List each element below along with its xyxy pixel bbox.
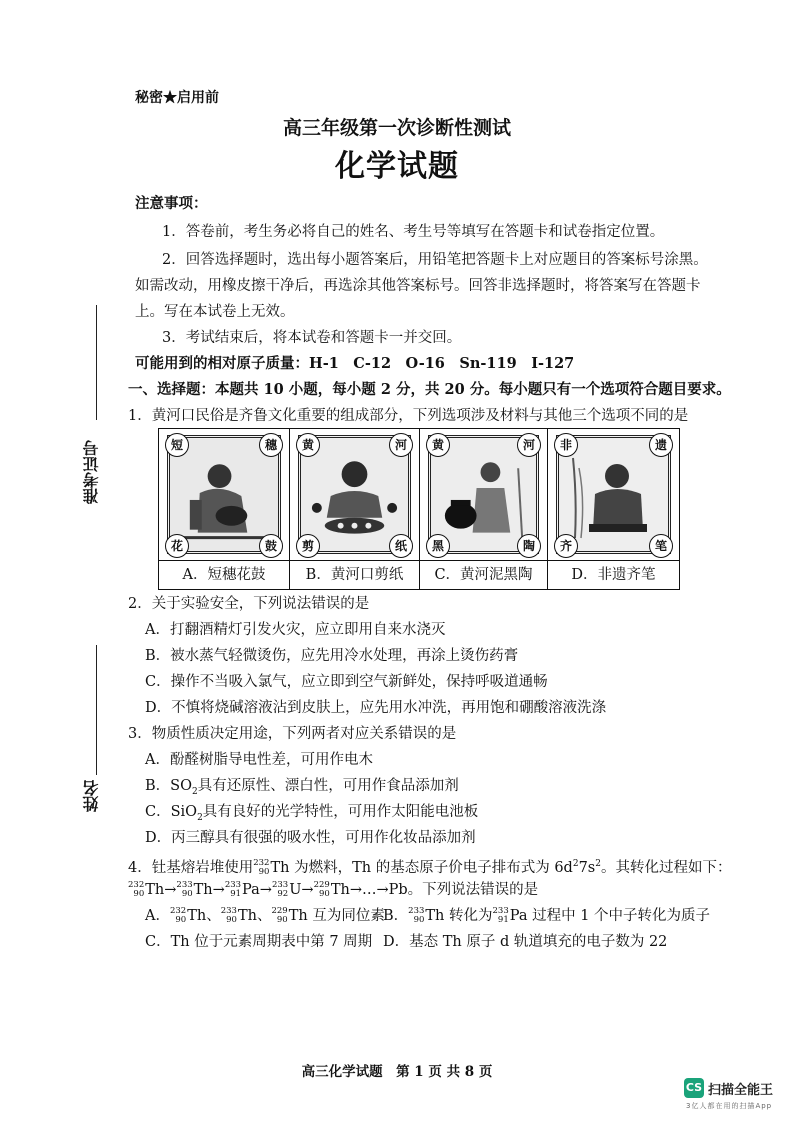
notice-item-2c: 上。写在本试卷上无效。 — [135, 304, 295, 320]
q2-option-c: C．操作不当吸入氯气，应立即到空气新鲜处，保持呼吸道通畅 — [145, 674, 548, 690]
corner-char: 河 — [389, 433, 413, 457]
confidential-label: 秘密★启用前 — [135, 90, 219, 106]
corner-char: 黄 — [426, 433, 450, 457]
q1-caption-b: B．黄河口剪纸 — [290, 560, 420, 589]
q3-stem: 3．物质性质决定用途，下列两者对应关系错误的是 — [128, 726, 457, 742]
corner-char: 陶 — [517, 534, 541, 558]
q2-option-b: B．被水蒸气轻微烫伤，应先用冷水处理，再涂上烫伤药膏 — [145, 648, 519, 664]
paper-cut-illustration — [301, 438, 408, 551]
q4-option-c: C．Th 位于元素周期表中第 7 周期 — [145, 934, 373, 950]
brush-illustration — [559, 438, 668, 551]
drummer-illustration — [170, 438, 278, 551]
q2-stem: 2．关于实验安全，下列说法错误的是 — [128, 596, 370, 612]
section-heading: 一、选择题：本题共 10 小题，每小题 2 分，共 20 分。每小题只有一个选项符合题目要求。 — [128, 381, 731, 398]
corner-char: 笔 — [649, 534, 673, 558]
name-label: 姓名 — [82, 780, 101, 812]
q1-picture-a — [159, 429, 290, 560]
q2-option-d: D．不慎将烧碱溶液沾到皮肤上，应先用水冲洗，再用饱和硼酸溶液洗涤 — [145, 700, 607, 716]
exam-id-label: 准考证号 — [82, 440, 101, 504]
atomic-masses: 可能用到的相对原子质量：H-1 C-12 O-16 Sn-119 I-127 — [135, 355, 575, 372]
subject-title: 化学试题 — [335, 149, 459, 184]
q1-caption-c: C．黄河泥黑陶 — [420, 560, 548, 589]
watermark-name: 扫描全能王 — [708, 1083, 774, 1098]
corner-char: 齐 — [554, 534, 578, 558]
camscanner-logo-icon: CS — [684, 1078, 704, 1098]
notice-heading: 注意事项： — [135, 195, 208, 212]
corner-char: 花 — [165, 534, 189, 558]
corner-char: 黑 — [426, 534, 450, 558]
q1-stem: 1．黄河口民俗是齐鲁文化重要的组成部分，下列选项涉及材料与其他三个选项不同的是 — [128, 408, 689, 424]
binding-line-2 — [96, 645, 97, 775]
corner-char: 鼓 — [259, 534, 283, 558]
corner-char: 非 — [554, 433, 578, 457]
q1-caption-d: D．非遗齐笔 — [548, 560, 679, 589]
pottery-illustration — [431, 438, 536, 551]
q3-option-d: D．丙三醇具有很强的吸水性，可用作化妆品添加剂 — [145, 830, 476, 846]
exam-title: 高三年级第一次诊断性测试 — [282, 117, 511, 139]
q4-stem-line1: 4．钍基熔岩堆使用 232 90 Th 为燃料，Th 的基态原子价电子排布式为 $6d^27s^2$。其转化过程如下： — [128, 857, 732, 877]
page-footer: 高三化学试题 第 1 页 共 8 页 — [301, 1064, 493, 1080]
corner-char: 穗 — [259, 433, 283, 457]
corner-char: 剪 — [296, 534, 320, 558]
notice-item-3: 3．考试结束后，将本试卷和答题卡一并交回。 — [162, 330, 462, 346]
corner-char: 黄 — [296, 433, 320, 457]
corner-char: 短 — [165, 433, 189, 457]
q1-picture-d — [548, 429, 679, 560]
notice-item-2a: 2．回答选择题时，选出每小题答案后，用铅笔把答题卡上对应题目的答案标号涂黑。 — [162, 252, 708, 268]
q1-caption-a: A．短穗花鼓 — [159, 560, 290, 589]
q2-option-a: A．打翻酒精灯引发火灾，应立即用自来水浇灭 — [145, 622, 446, 638]
binding-line-1 — [96, 305, 97, 420]
watermark-subtitle: 3亿人都在用的扫描App — [686, 1102, 773, 1110]
q4-stem-line2: 232 90 Th→ 233 90 Th→ 233 91 Pa→ 233 92 U→ 229 90 Th→…→Pb。下列说法错误的是 — [128, 880, 539, 899]
corner-char: 河 — [517, 433, 541, 457]
q4-option-a: A． 232 90 Th、 233 90 Th、 229 90 Th 互为同位素 — [145, 906, 385, 925]
corner-char: 遗 — [649, 433, 673, 457]
q4-option-b: B． 233 90 Th 转化为 233 91 Pa 过程中 1 个中子转化为质子 — [383, 906, 711, 925]
q1-picture-b — [290, 429, 420, 560]
q3-option-c: C．SiO$_2$具有良好的光学特性，可用作太阳能电池板 — [145, 804, 479, 823]
q1-picture-c — [420, 429, 548, 560]
corner-char: 纸 — [389, 534, 413, 558]
q3-option-a: A．酚醛树脂导电性差，可用作电木 — [145, 752, 373, 768]
notice-item-1: 1．答卷前，考生务必将自己的姓名、考生号等填写在答题卡和试卷指定位置。 — [162, 224, 665, 240]
q1-picture-table — [158, 428, 680, 590]
notice-item-2b: 如需改动，用橡皮擦干净后，再选涂其他答案标号。回答非选择题时，将答案写在答题卡 — [135, 278, 701, 294]
q3-option-b: B．$SO_2$具有还原性、漂白性，可用作食品添加剂 — [145, 778, 459, 797]
q4-option-d: D．基态 Th 原子 d 轨道填充的电子数为 22 — [383, 934, 668, 950]
